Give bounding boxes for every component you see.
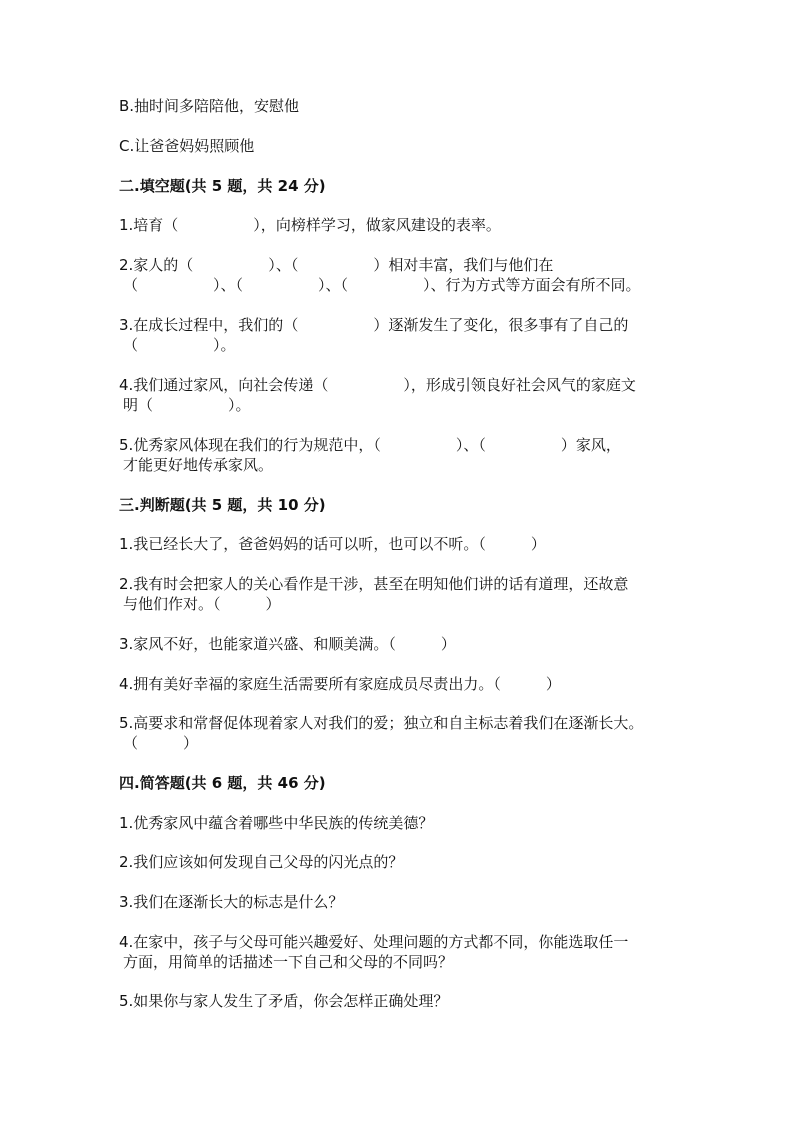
section-heading-true-false: 三.判断题(共 5 题，共 10 分) (119, 496, 326, 514)
true-false-question-2-line-1: 2.我有时会把家人的关心看作是干涉，甚至在明知他们讲的话有道理，还故意 (119, 575, 629, 593)
true-false-question-5-line-1: 5.高要求和常督促体现着家人对我们的爱；独立和自主标志着我们在逐渐长大。 (119, 714, 644, 732)
true-false-question-4: 4.拥有美好幸福的家庭生活需要所有家庭成员尽责出力。（ ） (119, 675, 561, 693)
true-false-question-2-line-2: 与他们作对。（ ） (123, 595, 281, 613)
option-b: B.抽时间多陪陪他，安慰他 (119, 97, 300, 115)
fill-blank-question-1: 1.培育（ ），向榜样学习，做家风建设的表率。 (119, 216, 501, 234)
section-heading-fill-blank: 二.填空题(共 5 题，共 24 分) (119, 177, 326, 195)
short-answer-question-5: 5.如果你与家人发生了矛盾，你会怎样正确处理？ (119, 992, 449, 1010)
fill-blank-question-2-line-1: 2.家人的（ ）、（ ）相对丰富，我们与他们在 (119, 256, 554, 274)
true-false-question-1: 1.我已经长大了，爸爸妈妈的话可以听，也可以不听。（ ） (119, 535, 546, 553)
fill-blank-question-5-line-2: 才能更好地传承家风。 (123, 456, 274, 474)
short-answer-question-4-line-2: 方面，用简单的话描述一下自己和父母的不同吗？ (123, 953, 454, 971)
fill-blank-question-4-line-1: 4.我们通过家风，向社会传递（ ），形成引领良好社会风气的家庭文 (119, 376, 636, 394)
option-c: C.让爸爸妈妈照顾他 (119, 137, 255, 155)
short-answer-question-2: 2.我们应该如何发现自己父母的闪光点的？ (119, 853, 404, 871)
true-false-question-5-line-2: （ ） (123, 734, 199, 752)
short-answer-question-3: 3.我们在逐渐长大的标志是什么？ (119, 893, 344, 911)
fill-blank-question-4-line-2: 明（ ）。 (123, 396, 251, 414)
true-false-question-3: 3.家风不好，也能家道兴盛、和顺美满。（ ） (119, 635, 456, 653)
fill-blank-question-3-line-2: （ ）。 (123, 336, 236, 354)
section-heading-short-answer: 四.简答题(共 6 题，共 46 分) (119, 774, 326, 792)
fill-blank-question-2-line-2: （ ）、（ ）、（ ）、行为方式等方面会有所不同。 (123, 276, 641, 294)
fill-blank-question-3-line-1: 3.在成长过程中，我们的（ ）逐渐发生了变化，很多事有了自己的 (119, 316, 629, 334)
fill-blank-question-5-line-1: 5.优秀家风体现在我们的行为规范中，（ ）、（ ）家风， (119, 436, 621, 454)
short-answer-question-4-line-1: 4.在家中，孩子与父母可能兴趣爱好、处理问题的方式都不同，你能选取任一 (119, 933, 629, 951)
short-answer-question-1: 1.优秀家风中蕴含着哪些中华民族的传统美德？ (119, 814, 434, 832)
